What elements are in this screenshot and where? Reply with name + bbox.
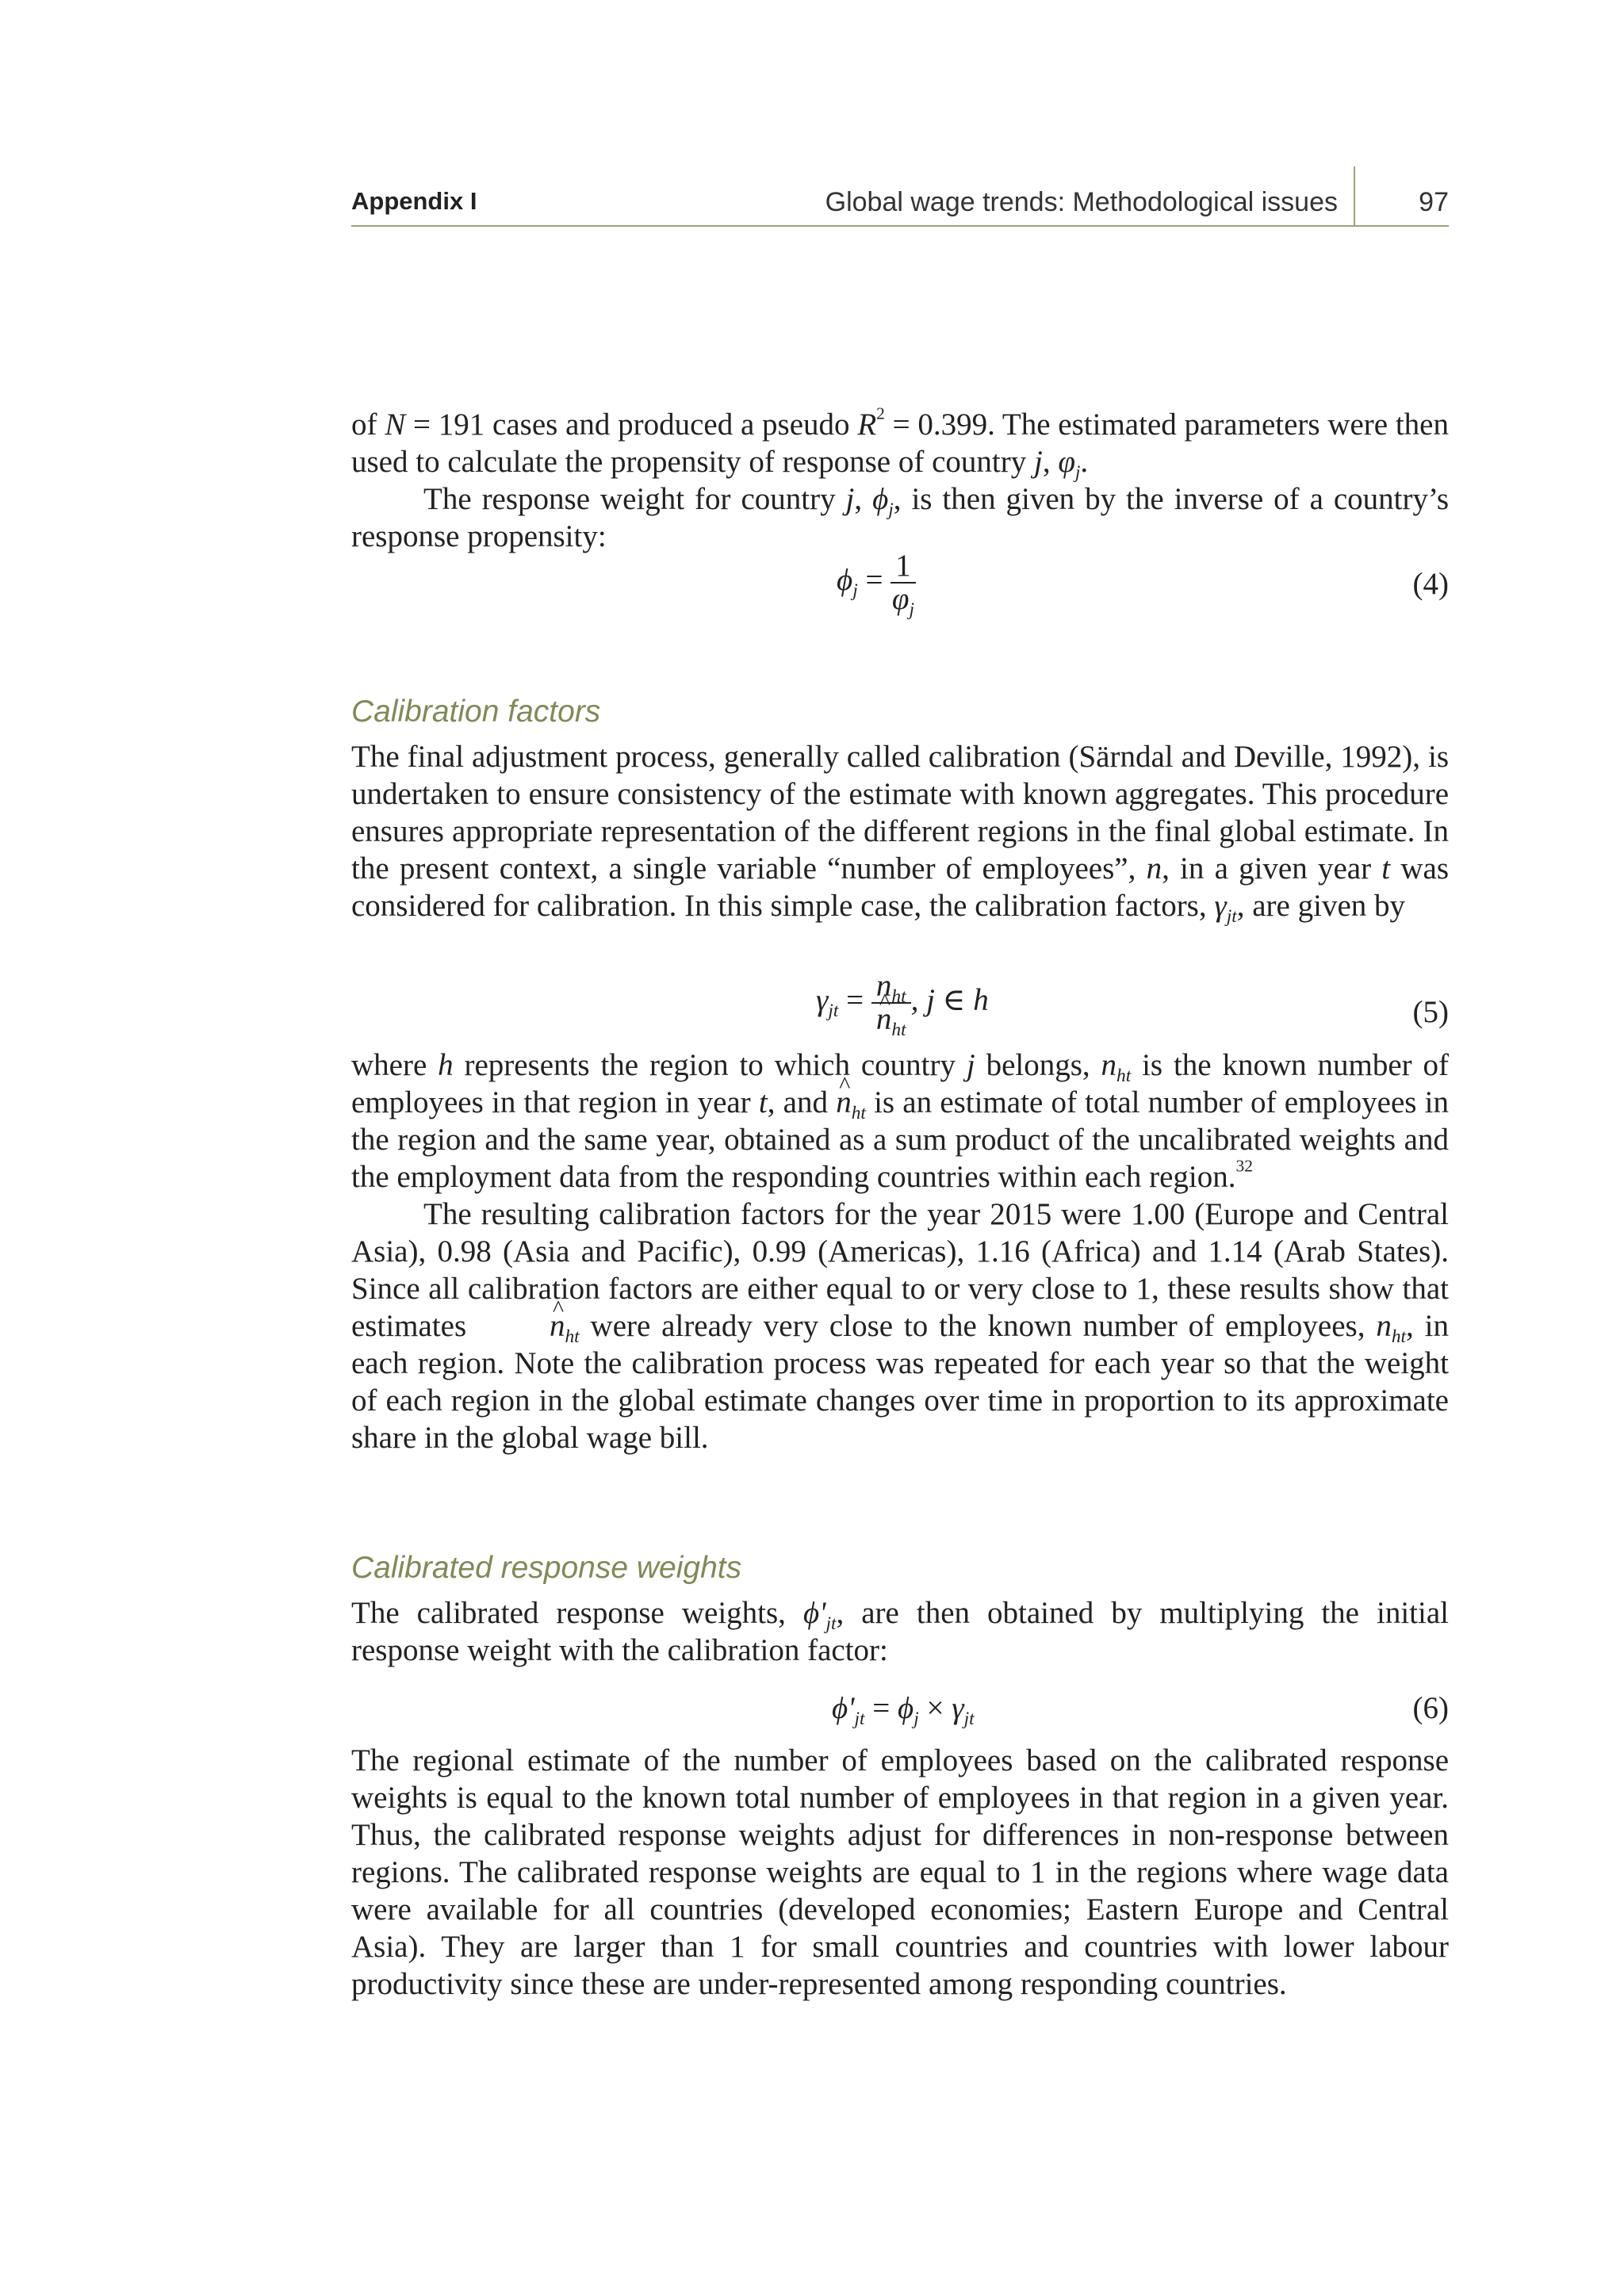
running-header	[351, 181, 1449, 225]
paragraph-1: of N = 191 cases and produced a pseudo $R^2 = 0.399$. The estimated parameters were then used to calculate the propensity of response of country j, $\varphi_j$.	[351, 404, 1449, 484]
footnote-marker[interactable]: 32	[1235, 1156, 1253, 1176]
paragraph-2: The response weight for country j, $\phi_j$, is then given by the inverse of a country’s response propensity:	[351, 482, 1449, 553]
equation-6-number: (6)	[1412, 1691, 1449, 1725]
body-block-2	[351, 1047, 1449, 1456]
paragraph-4: where h represents the region to which country j belongs, $n_{ht}$ is the known number of employees in that region in year t, and ^ $n_{ht}$ is an estimate of total number of employees in the region and the same year, obtained as a sum product of the uncalibrated weights and the employment data from the responding countries within each region.$^{32}$	[351, 1047, 1449, 1196]
paragraph-3: The final adjustment process, generally called calibration (Särndal and Deville, 1992), is undertaken to ensure consistency of the estimate with known aggregates. This procedure ensures appropriate representation of the different regions in the final global estimate. In the present context, a single variable “number of employees”, n, in a given year t was considered for calibration. In this simple case, the calibration factors, $\gamma_{jt}$, are given by	[351, 740, 1449, 928]
section-heading-calibration-factors: Calibration factors	[351, 695, 601, 729]
section-heading-calibrated-response-weights: Calibrated response weights	[351, 1551, 742, 1585]
section-calibrated-response-weights	[351, 1549, 1449, 1669]
paragraph-6: The calibrated response weights, $\phi'_{jt}$, are then obtained by multiplying the initial response weight with the calibration factor:	[351, 1596, 1449, 1667]
paragraph-5: The resulting calibration factors for the year 2015 were 1.00 (Europe and Central Asia), 0.98 (Asia and Pacific), 0.99 (Americas), 1.16 (Africa) and 1.14 (Arab States). Since all calibration factors are either equal to or very close to 1, these results show that estimates ^ $n_{ht}$ were already very close to the known number of employees, $n_{ht}$, in each region. Note the calibration process was repeated for each year so that the weight of each region in the global estimate changes over time in proportion to its approximate share in the global wage bill.	[351, 1196, 1449, 1456]
paragraph-7: The regional estimate of the number of employees based on the calibrated response weights is equal to the known total number of employees in that region in a given year. Thus, the calibrated response weights adjust for differences in non-response between regions. The calibrated response weights are equal to 1 in the regions where wage data were available for all countries (developed economies; Eastern Europe and Central Asia). They are larger than 1 for small countries and countries with lower labour productivity since these are under-represented among responding countries.	[351, 1743, 1449, 2001]
page-number: 97	[1419, 187, 1449, 217]
header-title: Global wage trends: Methodological issues	[825, 187, 1338, 217]
section-calibration-factors	[351, 693, 1449, 928]
equation-6: $\phi'_{jt} = \phi_j \times \gamma_{jt}$ (6)	[832, 1691, 1449, 1730]
header-section: Appendix I	[351, 187, 477, 215]
equation-5-number: (5)	[1412, 995, 1449, 1029]
header-rule	[351, 225, 1449, 227]
body-block-3	[351, 1742, 1449, 2003]
equation-4-number: (4)	[1412, 567, 1449, 601]
equation-5: $\gamma_{jt}$ = $n_{ht}$ ^ $n_{ht}$ , j ∈ h (5)	[351, 970, 1449, 1047]
body-block-1	[351, 406, 1449, 555]
header-separator	[1354, 166, 1355, 225]
equation-4: $\phi_j$ = $\frac{1}{\varphi_j}$ (4)	[837, 549, 1449, 621]
